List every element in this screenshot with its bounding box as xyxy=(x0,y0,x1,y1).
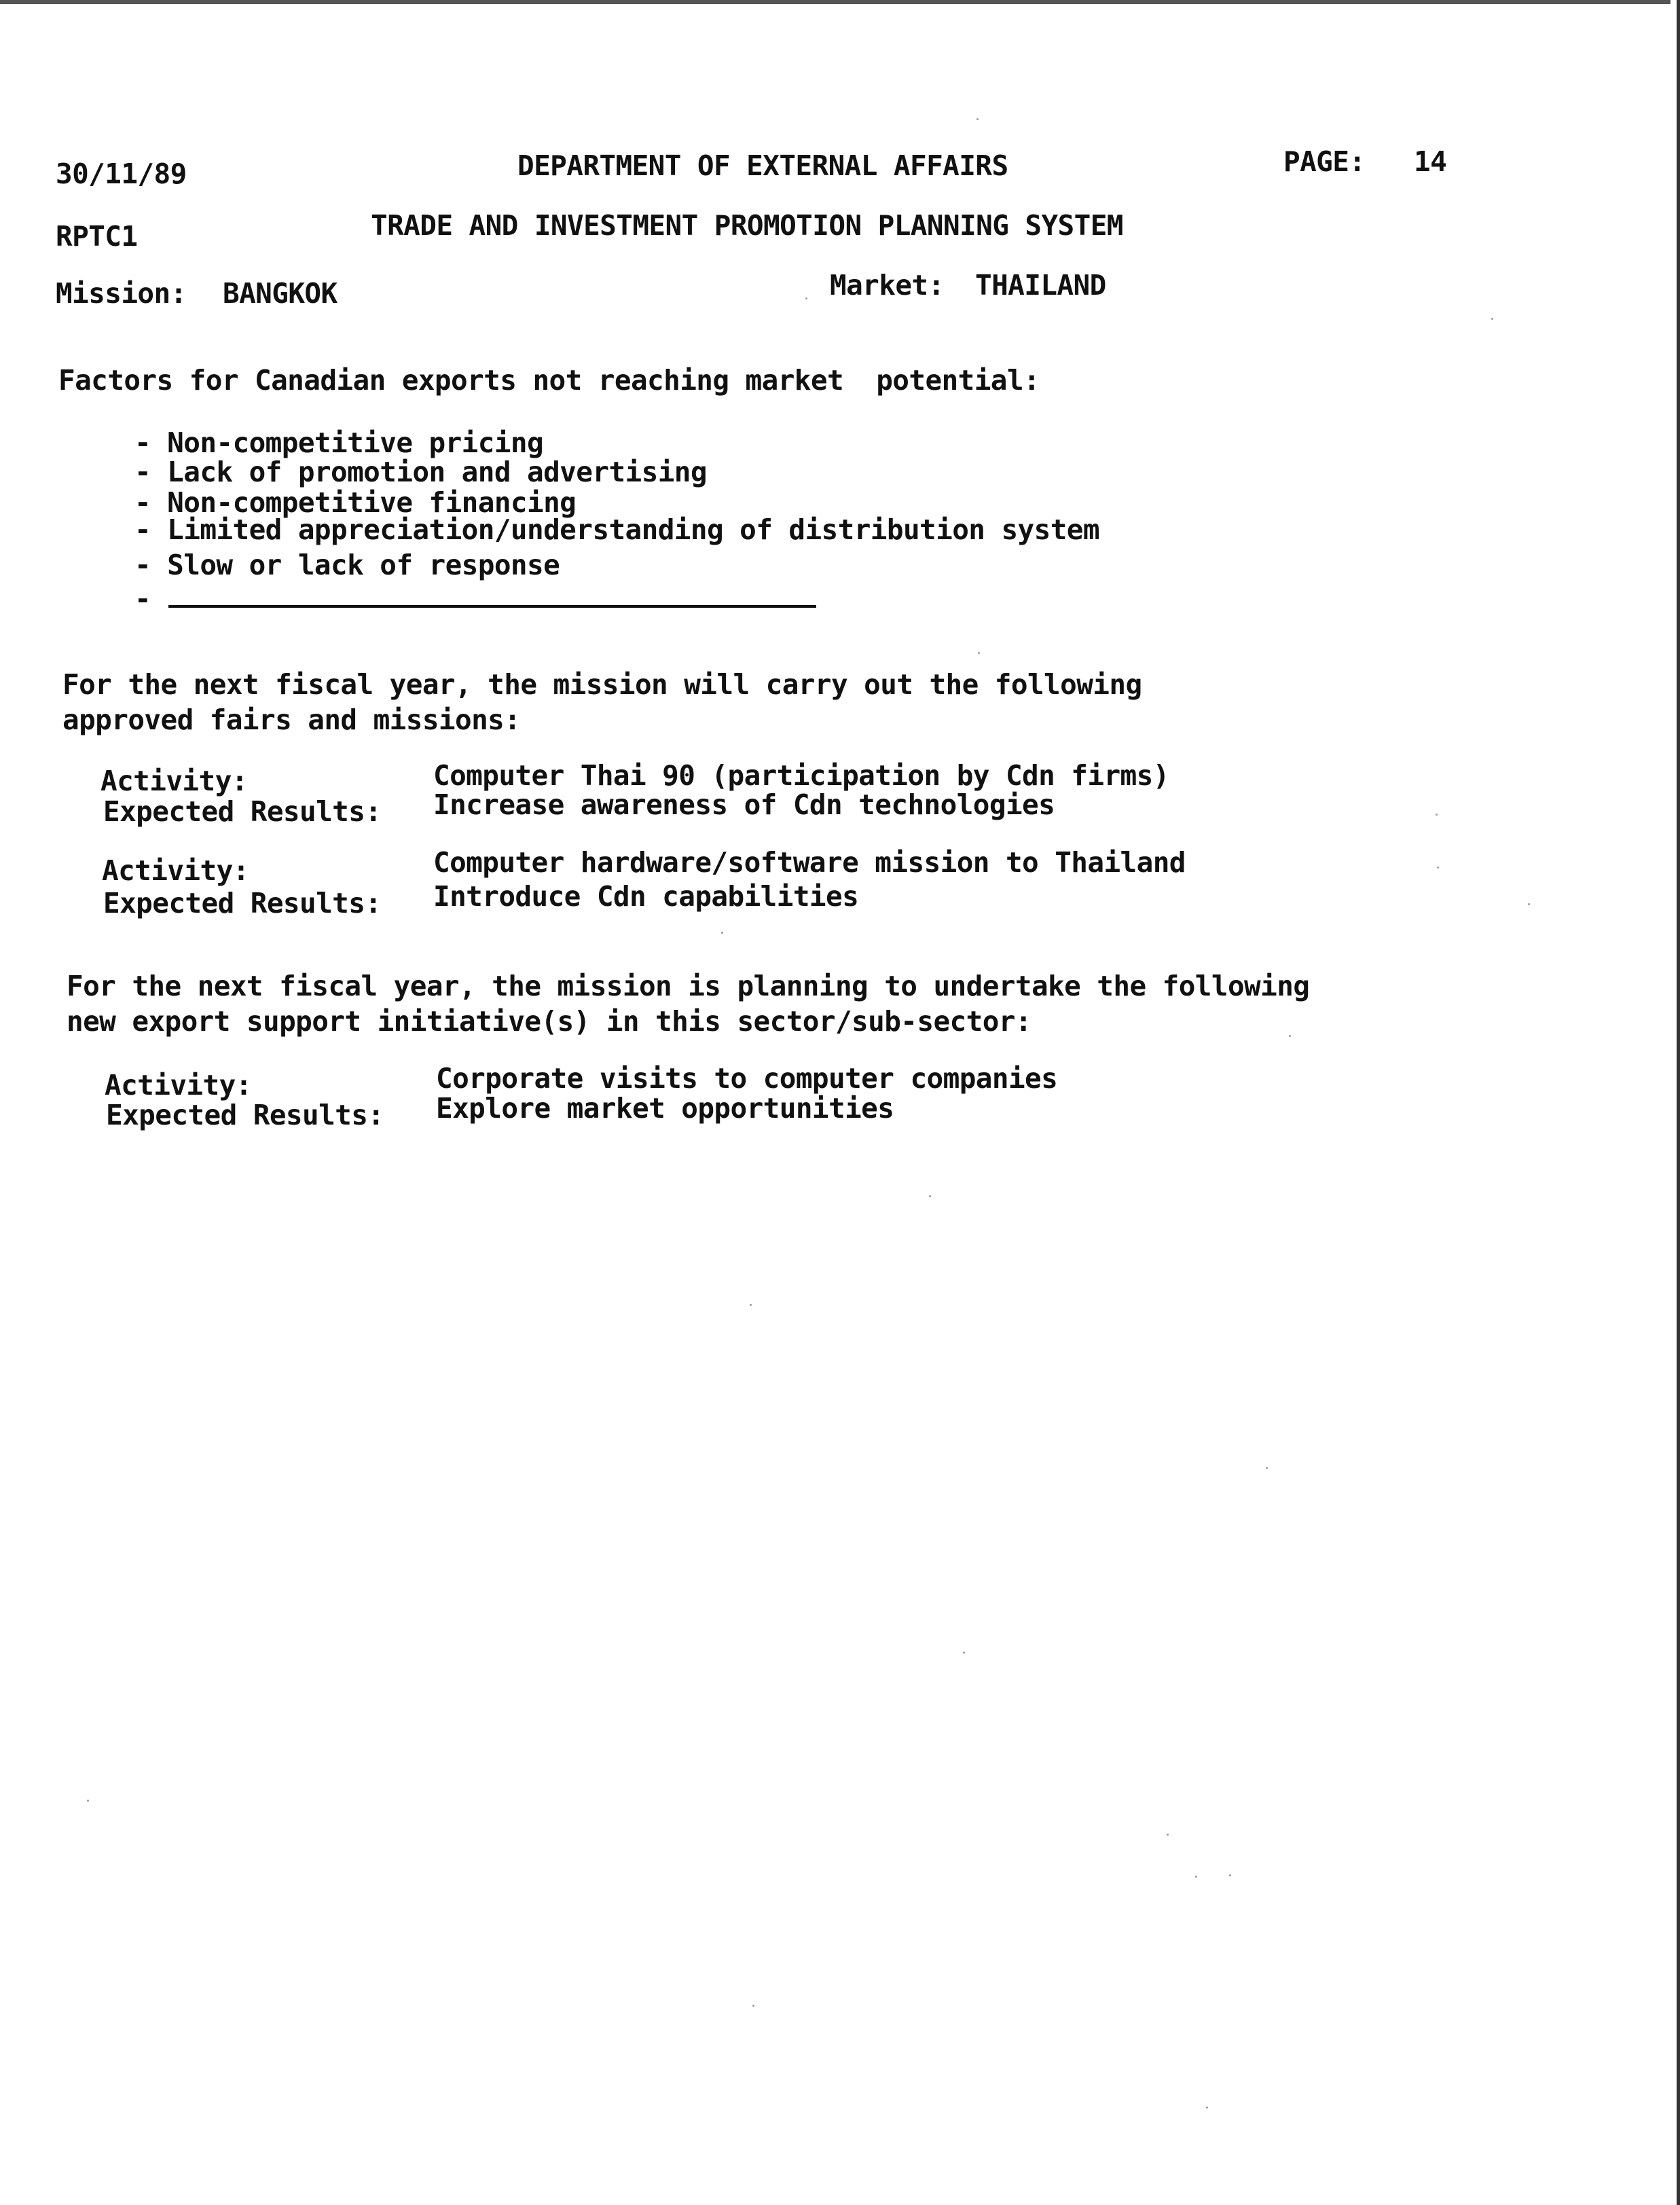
scan-speck xyxy=(1491,318,1493,320)
scan-speck xyxy=(805,297,807,299)
expected-results-label: Expected Results: xyxy=(103,887,382,919)
market-label: Market: xyxy=(830,269,945,302)
factors-heading: Factors for Canadian exports not reaching market potential: xyxy=(58,364,1040,397)
approved-intro-line2: approved fairs and missions: xyxy=(62,704,521,736)
scan-speck xyxy=(1266,1467,1268,1469)
scan-right-edge xyxy=(1677,0,1680,2205)
activity-value: Corporate visits to computer companies xyxy=(436,1062,1058,1095)
report-date: 30/11/89 xyxy=(56,158,187,190)
scan-speck xyxy=(1289,1035,1291,1037)
mission-value: BANGKOK xyxy=(223,277,337,310)
factor-item: - Slow or lack of response xyxy=(134,549,560,581)
factor-item-blank-dash: - xyxy=(134,583,151,615)
activity-label: Activity: xyxy=(105,1069,252,1101)
scan-speck xyxy=(1195,1876,1197,1878)
expected-results-value: Introduce Cdn capabilities xyxy=(433,880,859,913)
factor-blank-line xyxy=(168,605,816,608)
page-number: 14 xyxy=(1414,145,1447,178)
scan-speck xyxy=(1437,867,1439,869)
system-title: TRADE AND INVESTMENT PROMOTION PLANNING SYSTEM xyxy=(371,209,1123,242)
factor-item: - Limited appreciation/understanding of distribution system xyxy=(134,513,1099,546)
expected-results-label: Expected Results: xyxy=(103,795,382,828)
page-label: PAGE: xyxy=(1283,145,1366,178)
factor-item: - Lack of promotion and advertising xyxy=(134,456,707,488)
initiatives-intro-line1: For the next fiscal year, the mission is planning to undertake the following xyxy=(67,970,1310,1002)
scan-speck xyxy=(721,932,723,934)
scan-speck xyxy=(976,118,979,120)
scan-speck xyxy=(752,2005,754,2007)
scan-speck xyxy=(929,1195,931,1197)
activity-label: Activity: xyxy=(101,765,248,797)
initiatives-intro-line2: new export support initiative(s) in this sector/sub-sector: xyxy=(67,1005,1031,1038)
factor-item: - Non-competitive pricing xyxy=(134,426,544,459)
scan-top-edge xyxy=(0,0,1670,4)
factor-item: - Non-competitive financing xyxy=(134,486,577,519)
activity-value: Computer hardware/software mission to Thailand xyxy=(433,846,1186,879)
market-value: THAILAND xyxy=(975,269,1106,302)
approved-intro-line1: For the next fiscal year, the mission will carry out the following xyxy=(62,668,1142,701)
scan-speck xyxy=(978,652,980,654)
scan-speck xyxy=(1229,1874,1231,1876)
scan-speck xyxy=(963,1652,965,1654)
activity-value: Computer Thai 90 (participation by Cdn firms) xyxy=(433,759,1169,792)
activity-label: Activity: xyxy=(102,854,249,887)
expected-results-value: Increase awareness of Cdn technologies xyxy=(433,788,1055,821)
expected-results-value: Explore market opportunities xyxy=(436,1092,894,1125)
mission-label: Mission: xyxy=(56,277,187,310)
scan-speck xyxy=(750,1304,752,1306)
scan-speck xyxy=(1436,814,1438,816)
scan-speck xyxy=(1206,2107,1208,2109)
scan-speck xyxy=(1528,903,1530,905)
report-code: RPTC1 xyxy=(56,220,138,253)
scan-speck xyxy=(1167,1834,1169,1836)
scan-speck xyxy=(87,1800,89,1802)
department-title: DEPARTMENT OF EXTERNAL AFFAIRS xyxy=(517,149,1008,182)
expected-results-label: Expected Results: xyxy=(106,1099,384,1131)
